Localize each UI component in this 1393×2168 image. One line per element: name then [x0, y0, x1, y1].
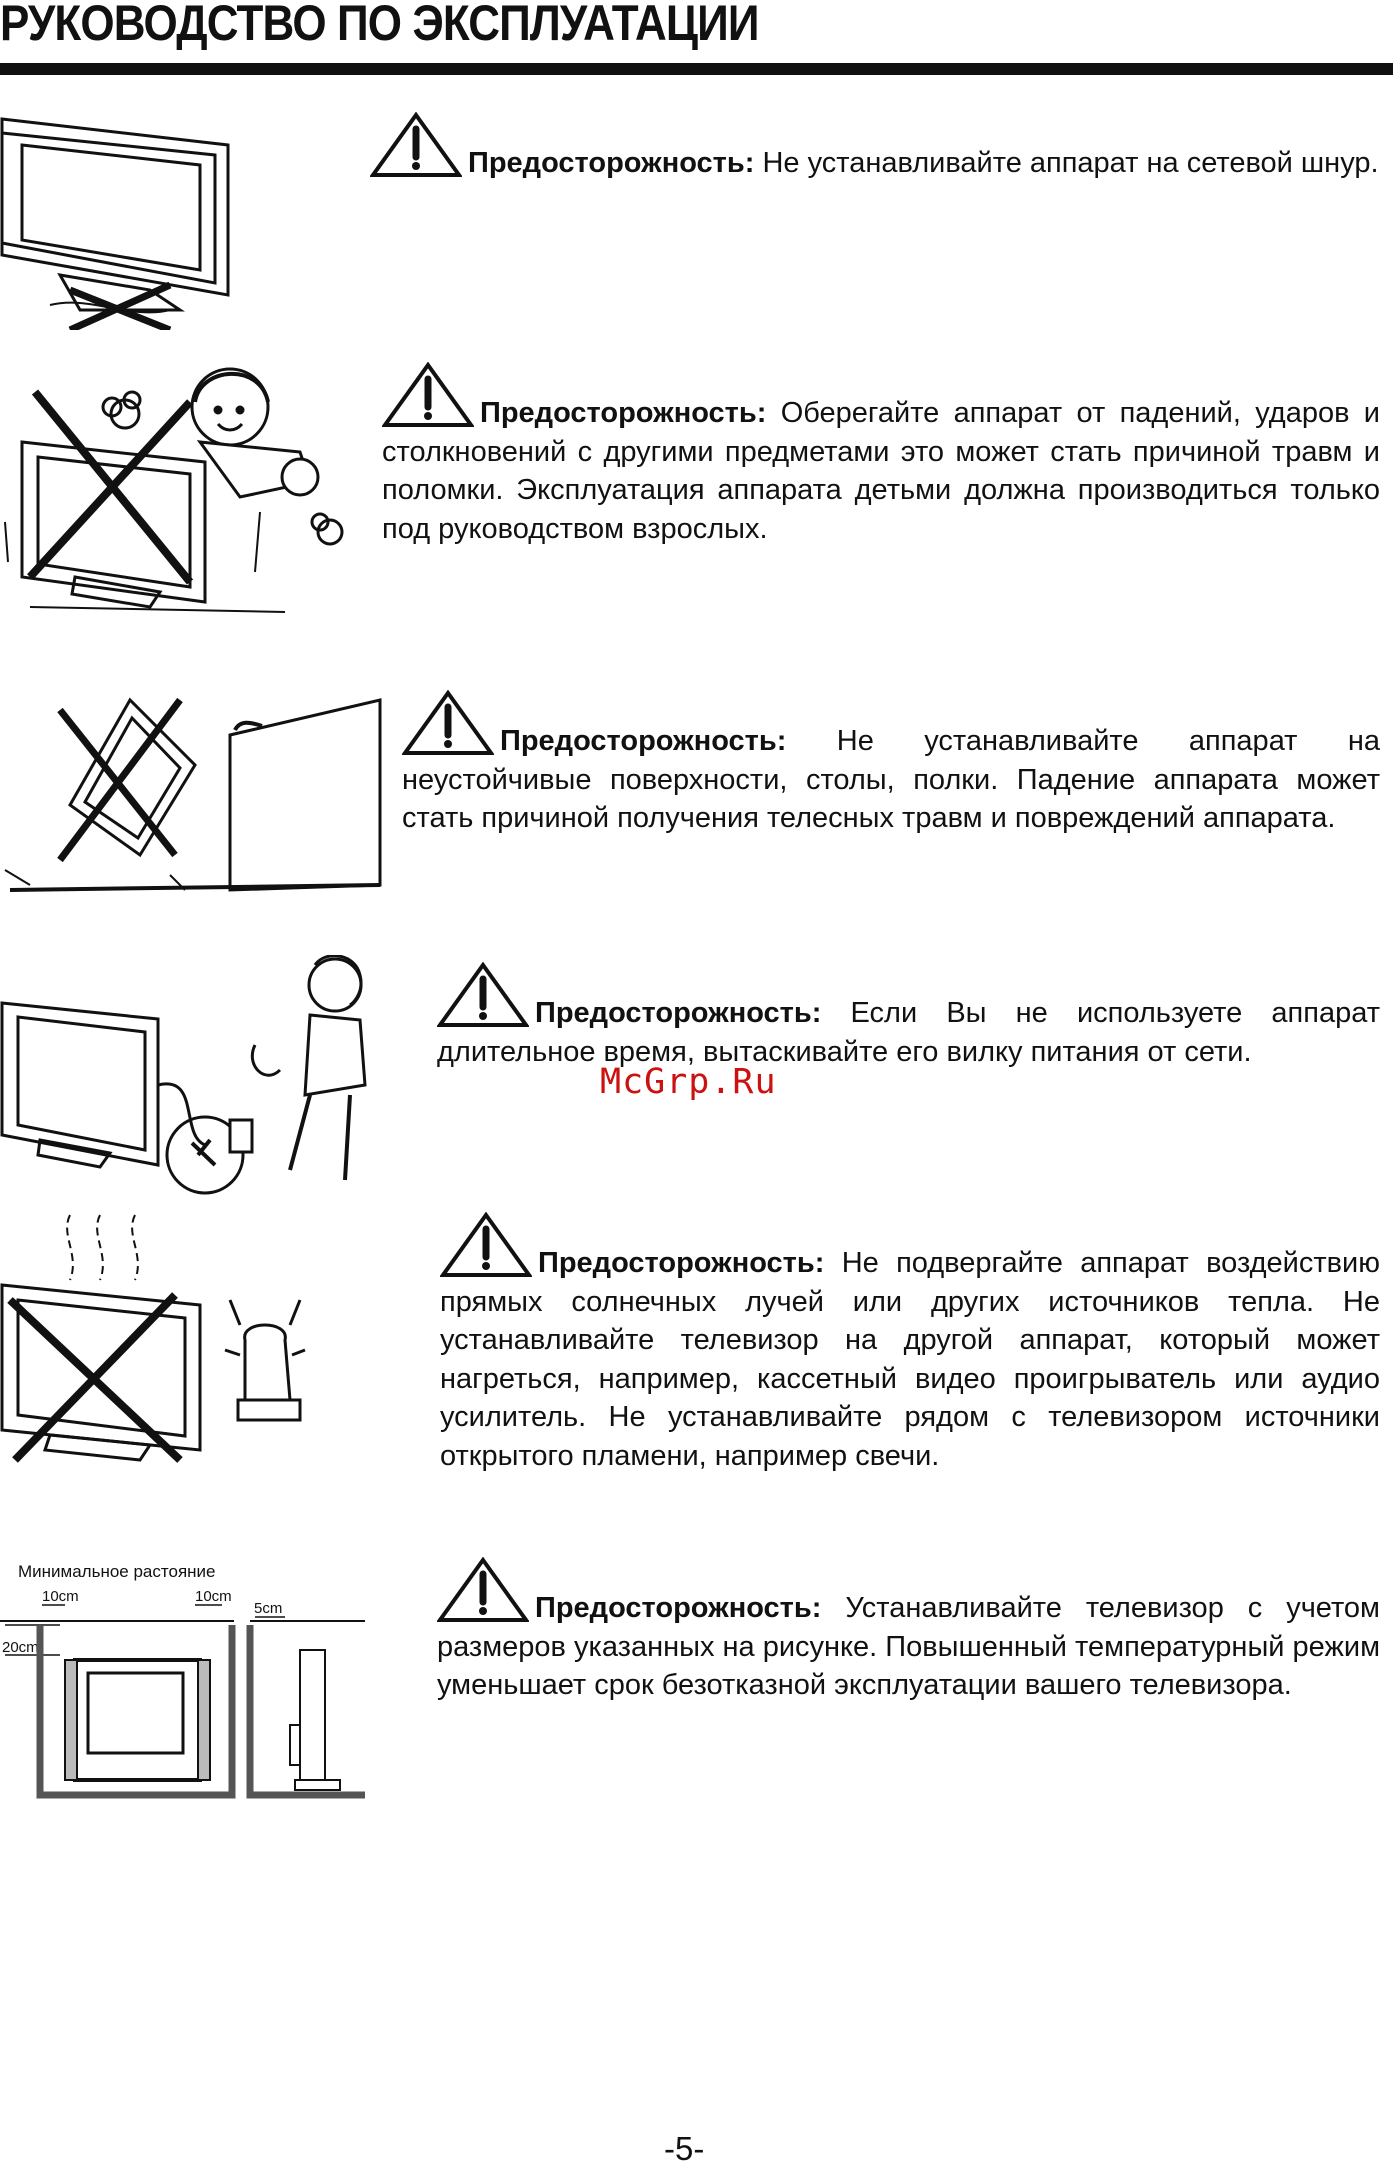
caution-heat [440, 1212, 1380, 1475]
caution-label: Предосторожность: [468, 147, 755, 179]
caution-text: Не подвергайте аппарат воздействию прямых солнечных лучей или других источников тепла. Не устанавливайте телевизор на другой аппарат, который может нагреться, например, кассетный видео проигрыватель или аудио усилитель. Не устанавливайте рядом с телевизором источники открытого пламени, например свечи. [440, 1247, 1380, 1472]
caution-power-cord [370, 112, 1380, 183]
tv-near-heat-source-icon [0, 1210, 320, 1465]
child-hitting-tv-icon [0, 362, 355, 617]
caution-label: Предосторожность: [535, 1592, 822, 1624]
top-gap-label: 20cm [2, 1639, 39, 1656]
caution-text: Оберегайте аппарат от падений, ударов и столкновений с другими предметами это может стать причиной травм и поломки. Эксплуатация аппарата детьми должна производиться только под руководством взрослых. [382, 397, 1380, 545]
warning-triangle-icon [440, 1212, 532, 1278]
caution-label: Предосторожность: [500, 725, 787, 757]
caution-label: Предосторожность: [538, 1247, 825, 1279]
right-gap-label: 10cm [195, 1588, 232, 1605]
caution-label: Предосторожность: [480, 397, 767, 429]
caution-text: Не устанавливайте аппарат на сетевой шнур. [762, 147, 1379, 179]
caution-unplug [437, 962, 1380, 1071]
watermark: McGrp.Ru [600, 1062, 777, 1102]
woman-unplugging-tv-icon [0, 955, 375, 1195]
back-gap-label: 5cm [254, 1600, 283, 1617]
warning-triangle-icon [402, 690, 494, 756]
tv-falling-from-unstable-surface-icon [0, 690, 395, 900]
caution-impact [382, 362, 1380, 548]
warning-triangle-icon [437, 962, 529, 1028]
caution-distance [437, 1557, 1380, 1705]
caution-text: Если Вы не используете аппарат длительное время, вытаскивайте его вилку питания от сети. [437, 997, 1380, 1068]
caution-text: Устанавливайте телевизор с учетом размеров указанных на рисунке. Повышенный температурный режим уменьшает срок безотказной эксплуатации вашего телевизора. [437, 1592, 1381, 1701]
caution-unstable-surface [402, 690, 1380, 838]
warning-triangle-icon [382, 362, 474, 428]
distance-caption: Минимальное растояние [18, 1562, 216, 1581]
caution-text: Не устанавливайте аппарат на неустойчивые поверхности, столы, полки. Падение аппарата может стать причиной получения телесных травм и повреждений аппарата. [402, 725, 1380, 834]
minimum-distance-diagram-icon [0, 1555, 370, 1805]
left-gap-label: 10cm [42, 1588, 79, 1605]
page-number: -5- [664, 2130, 705, 2167]
warning-triangle-icon [437, 1557, 529, 1623]
page-title: РУКОВОДСТВО ПО ЭКСПЛУАТАЦИИ [0, 0, 759, 51]
warning-triangle-icon [370, 112, 462, 178]
tv-on-power-cord-icon [0, 115, 235, 330]
title-rule [0, 63, 1393, 75]
caution-label: Предосторожность: [535, 997, 822, 1029]
